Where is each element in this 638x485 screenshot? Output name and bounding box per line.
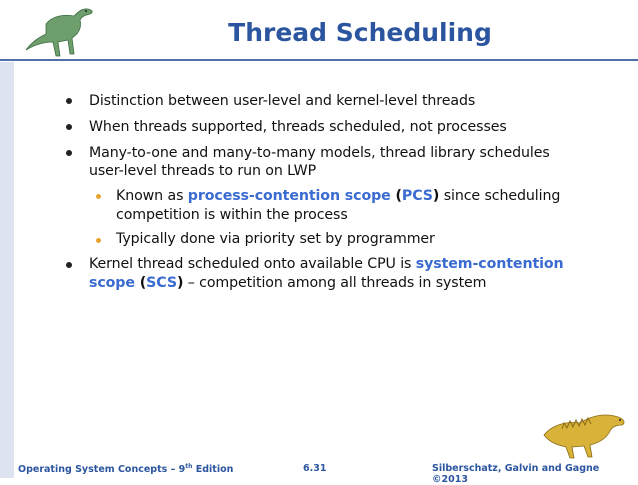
scope-term: scope <box>89 275 135 291</box>
sub-bullet-2: Typically done via priority set by programmer <box>116 231 435 247</box>
bullet-dot <box>66 124 72 130</box>
bullet-dot <box>66 262 72 268</box>
sub-bullet-1-line-2: competition is within the process <box>116 207 348 223</box>
sub-bullet-1-line-1 <box>116 186 560 206</box>
bullet-3-line-1: Many-to-one and many-to-many models, thread library schedules <box>89 145 550 161</box>
slide-title: Thread Scheduling <box>228 18 492 47</box>
footer-authors: Silberschatz, Galvin and Gagne ©2013 <box>432 463 600 485</box>
paren-open: ( <box>390 188 402 204</box>
pcs-acronym: PCS <box>401 188 433 204</box>
bullet-dot <box>66 150 72 156</box>
paren-open: ( <box>134 275 147 291</box>
bullet-2: When threads supported, threads scheduled, not processes <box>89 119 507 135</box>
paren-close: ) <box>432 188 440 204</box>
bullet-4-text: Kernel thread scheduled onto available CPU is <box>89 256 416 272</box>
system-contention-term: system-contention <box>415 256 564 272</box>
sub-bullet-1-text: Known as <box>116 188 188 204</box>
dinosaur-logo-bottom <box>540 405 632 460</box>
footer-book-title-text: Operating System Concepts – 9 <box>18 464 186 476</box>
sub-bullet-dot <box>96 238 101 243</box>
sub-bullet-1-tail: since scheduling <box>439 188 561 204</box>
process-contention-scope-term: process-contention scope <box>187 188 391 204</box>
bullet-1: Distinction between user-level and kernel-level threads <box>89 93 476 109</box>
bullet-4-line-2 <box>89 273 486 293</box>
bullet-dot <box>66 98 72 104</box>
bullet-3-line-2: user-level threads to run on LWP <box>89 163 317 179</box>
scs-acronym: SCS <box>146 275 177 291</box>
footer-edition-suffix: th <box>185 463 193 470</box>
bullet-4-line-1 <box>89 254 564 274</box>
paren-close: ) <box>176 275 184 291</box>
footer-edition-word: Edition <box>192 464 234 476</box>
footer-book-title <box>18 463 233 475</box>
bullet-4-tail: – competition among all threads in system <box>183 275 487 291</box>
footer-page-number: 6.31 <box>303 463 327 474</box>
sub-bullet-dot <box>96 194 101 199</box>
